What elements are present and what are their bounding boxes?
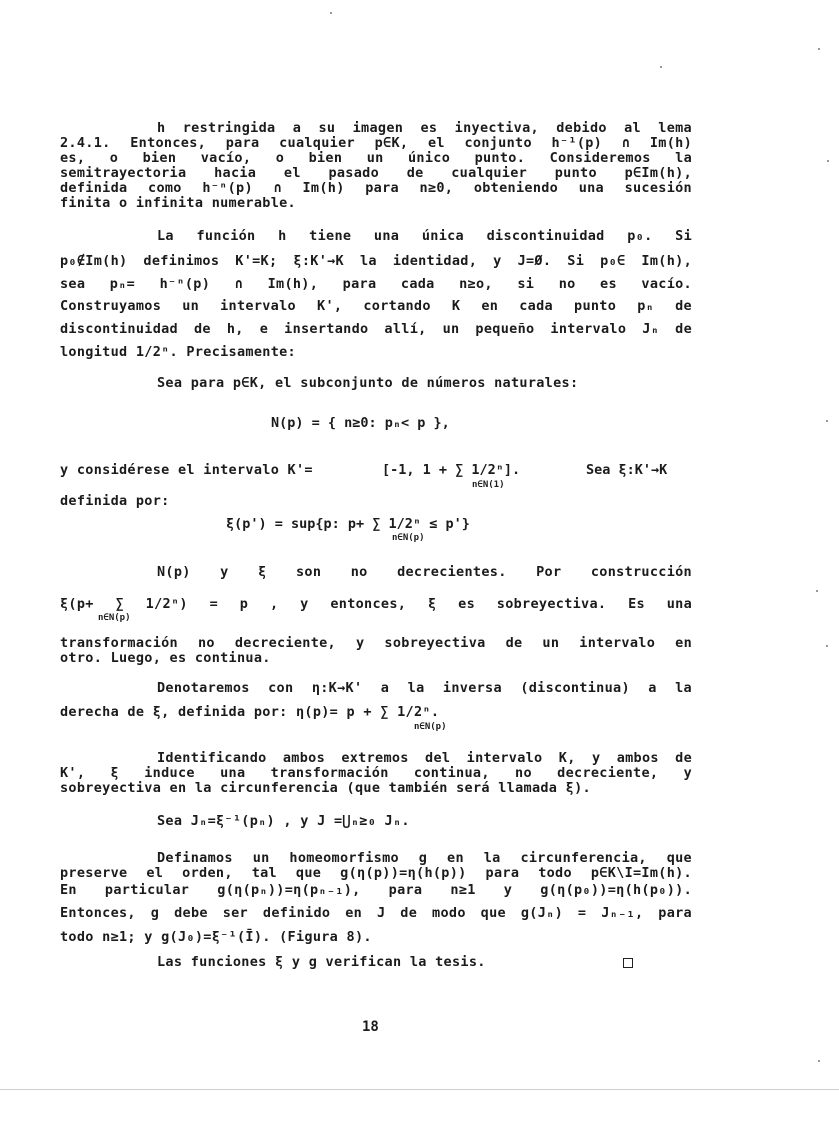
formula-xi: ξ(p') = sup{p: p+ ∑ 1/2ⁿ ≤ p'} — [226, 516, 470, 532]
qed-square-icon — [623, 958, 633, 968]
text-line: Las funciones ξ y g verifican la tesis. — [157, 954, 486, 970]
text-line: Sea para p∈K, el subconjunto de números naturales: — [157, 375, 579, 391]
text-line: Construyamos un intervalo K', cortando K en cada punto pₙ de — [60, 298, 692, 314]
text-line: Denotaremos con η:K→K' a la inversa (discontinua) a la — [157, 680, 692, 696]
text-line: sea pₙ= h⁻ⁿ(p) ∩ Im(h), para cada n≥o, si no es vacío. — [60, 276, 692, 292]
text-line: Definamos un homeomorfismo g en la circunferencia, que — [157, 850, 692, 866]
text-line: es, o bien vacío, o bien un único punto. Consideremos la — [60, 150, 692, 166]
text-line: Entonces, g debe ser definido en J de modo que g(Jₙ) = Jₙ₋₁, para — [60, 905, 692, 921]
text-line: K', ξ induce una transformación continua, no decreciente, y — [60, 765, 692, 781]
sum-index: n∈N(1) — [472, 480, 505, 490]
text-line: Sea ξ:K'→K — [586, 462, 668, 478]
scan-speck — [816, 590, 818, 592]
text-line: N(p) y ξ son no decrecientes. Por construcción — [157, 564, 692, 580]
text-line: Sea Jₙ=ξ⁻¹(pₙ) , y J =⋃ₙ≥₀ Jₙ. — [157, 813, 410, 829]
text-line: semitrayectoria hacia el pasado de cualquier punto p∈Im(h), — [60, 165, 692, 181]
text-line: otro. Luego, es continua. — [60, 650, 271, 666]
text-line: ξ(p+ ∑ 1/2ⁿ) = p , y entonces, ξ es sobreyectiva. Es una — [60, 596, 692, 612]
text-line: sobreyectiva en la circunferencia (que también será llamada ξ). — [60, 780, 591, 796]
scan-edge-line — [0, 1089, 839, 1090]
text-line: y considérese el intervalo K'= — [60, 462, 313, 478]
sum-index: n∈N(p) — [414, 722, 447, 732]
text-line: finita o infinita numerable. — [60, 195, 296, 211]
text-line: derecha de ξ, definida por: η(p)= p + ∑ 1/2ⁿ. — [60, 704, 440, 720]
text-line: todo n≥1; y g(J₀)=ξ⁻¹(Ī). (Figura 8). — [60, 929, 372, 945]
text-line: longitud 1/2ⁿ. Precisamente: — [60, 344, 296, 360]
scan-speck — [660, 66, 662, 68]
text-line: h restringida a su imagen es inyectiva, debido al lema — [157, 120, 692, 136]
text-line: p₀∉Im(h) definimos K'=K; ξ:K'→K la identidad, y J=Ø. Si p₀∈ Im(h), — [60, 253, 692, 269]
formula-n-of-p: N(p) = { n≥0: pₙ< p }, — [271, 415, 450, 431]
text-line: transformación no decreciente, y sobreyectiva de un intervalo en — [60, 635, 692, 651]
scan-speck — [818, 48, 820, 50]
text-line: En particular g(η(pₙ))=η(pₙ₋₁), para n≥1 y g(η(p₀))=η(h(p₀)). — [60, 882, 692, 898]
sum-index: n∈N(p) — [98, 613, 131, 623]
scan-speck — [330, 12, 332, 14]
text-line: discontinuidad de h, e insertando allí, un pequeño intervalo Jₙ de — [60, 321, 692, 337]
text-line: 2.4.1. Entonces, para cualquier p∈K, el conjunto h⁻¹(p) ∩ Im(h) — [60, 135, 692, 151]
text-line: Identificando ambos extremos del intervalo K, y ambos de — [157, 750, 692, 766]
page-number: 18 — [362, 1019, 379, 1035]
scan-speck — [827, 160, 829, 162]
text-line: preserve el orden, tal que g(η(p))=η(h(p)) para todo p∈K\I=Im(h). — [60, 865, 692, 881]
scan-speck — [818, 1060, 820, 1062]
text-line: definida como h⁻ⁿ(p) ∩ Im(h) para n≥0, obteniendo una sucesión — [60, 180, 692, 196]
text-line: definida por: — [60, 493, 170, 509]
sum-index: n∈N(p) — [392, 533, 425, 543]
scan-speck — [826, 645, 828, 647]
formula-interval-k: [-1, 1 + ∑ 1/2ⁿ]. — [382, 462, 521, 478]
text-line: La función h tiene una única discontinuidad p₀. Si — [157, 228, 692, 244]
scan-speck — [826, 420, 828, 422]
